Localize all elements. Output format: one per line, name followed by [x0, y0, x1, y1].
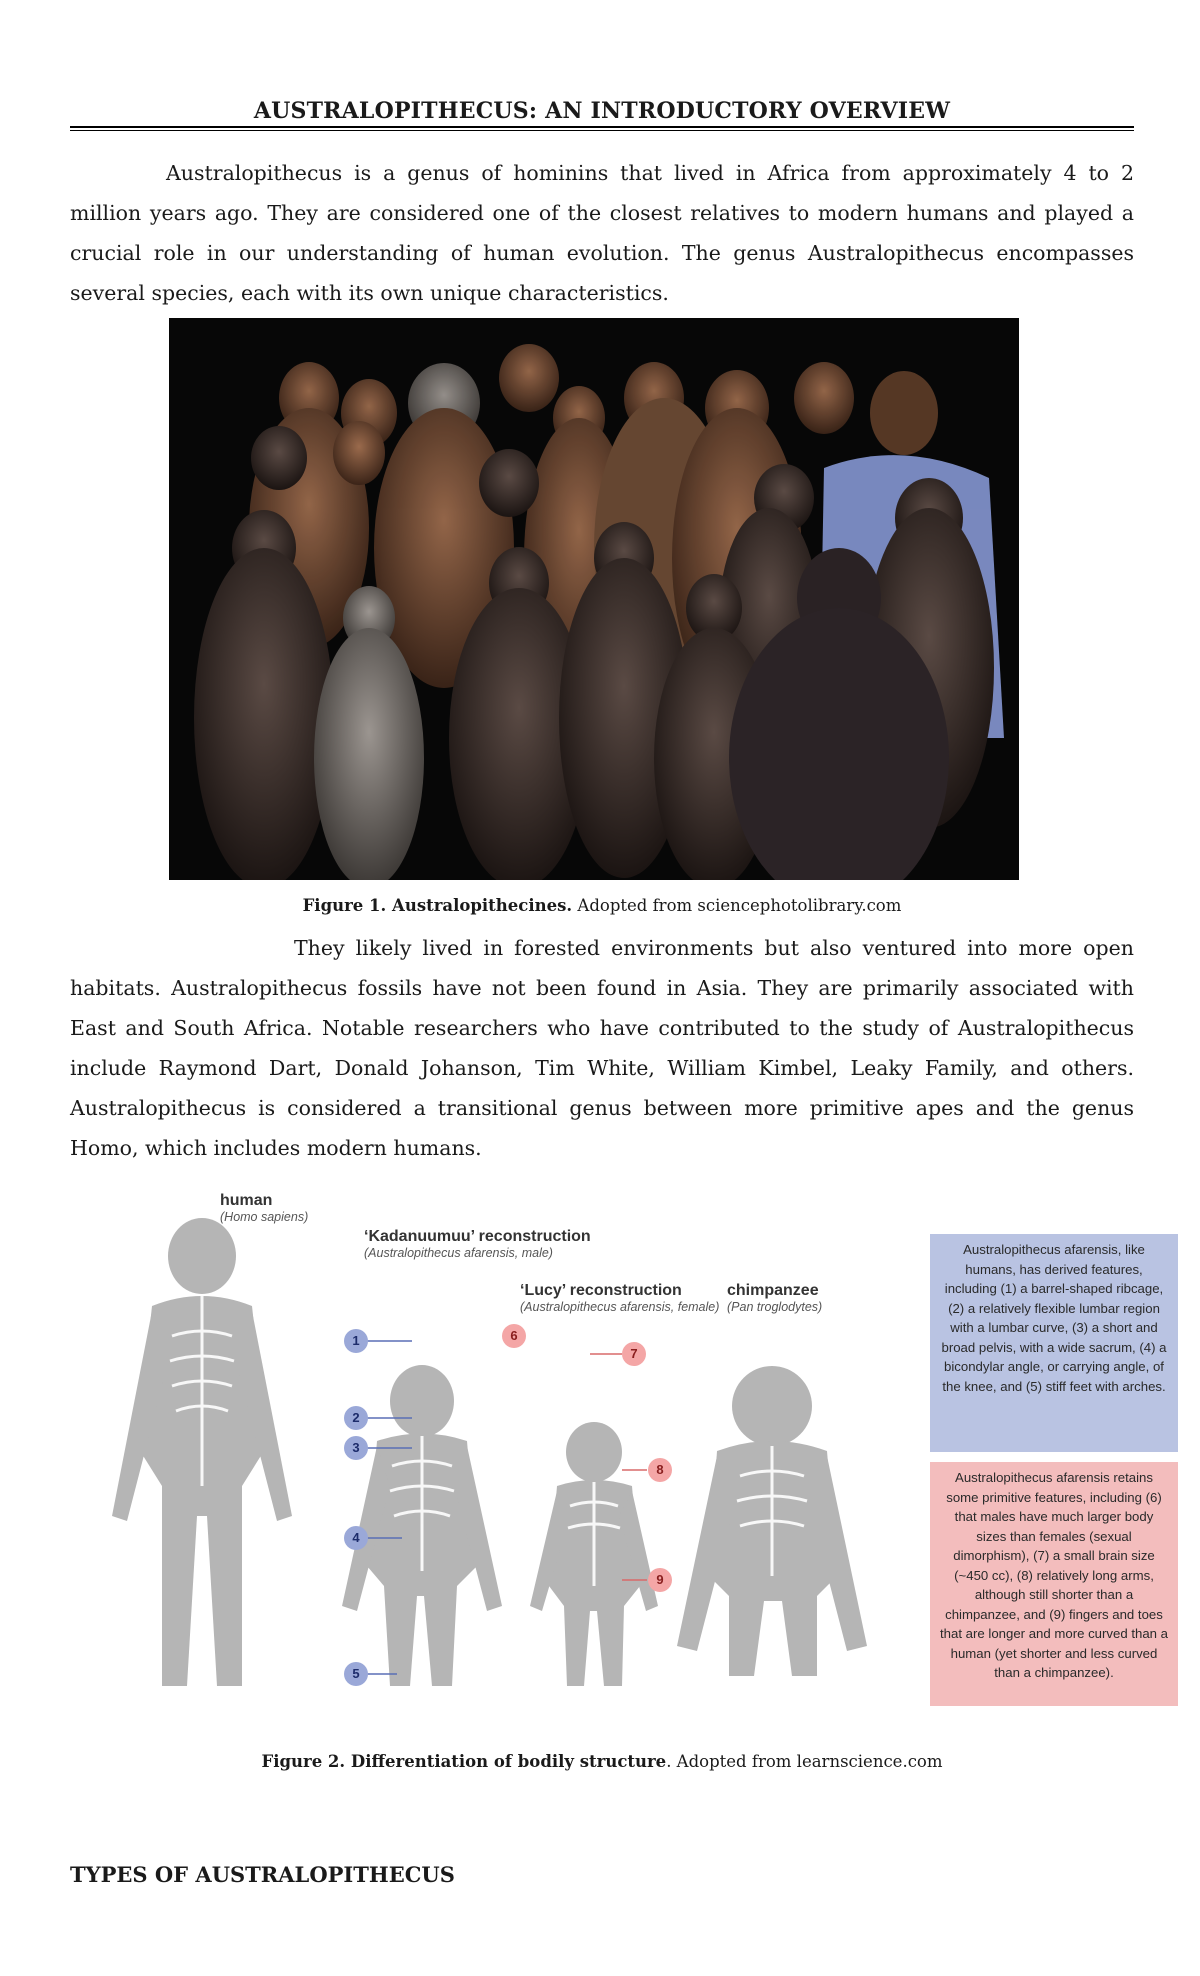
primitive-features-panel: Australopithecus afarensis retains some primitive features, including (6) that males have much larger body sizes than females (sexual dimorphism), (7) a small brain size (~450 cc), (8) relatively long arms, although still shorter than a chimpanzee, and (9) fingers and toes that are longer and more curved than a human (yet shorter and less curved than a chimpanzee). — [930, 1462, 1178, 1706]
figure-1-photo — [169, 318, 1019, 880]
label-chimpanzee: chimpanzee (Pan troglodytes) — [727, 1282, 823, 1314]
label-lucy: ‘Lucy’ reconstruction (Australopithecus afarensis, female) — [520, 1282, 720, 1314]
intro-paragraph: Australopithecus is a genus of hominins that lived in Africa from approximately 4 to 2 million years ago. They are considered one of the closest relatives to modern humans and played a crucial role in our understanding of human evolution. The genus Australopithecus encompasses several species, each with its own unique characteristics. — [70, 161, 1134, 305]
types-section-heading: TYPES OF AUSTRALOPITHECUS — [70, 1862, 455, 1887]
marker-4: 4 — [344, 1526, 368, 1550]
marker-5: 5 — [344, 1662, 368, 1686]
figure-1-caption — [70, 896, 1134, 915]
derived-features-panel: Australopithecus afarensis, like humans, has derived features, including (1) a barrel-shaped ribcage, (2) a relatively flexible lumbar region with a lumbar curve, (3) a short and broad pelvis, with a wide sacrum, (4) a bicondylar angle, or carrying angle, of the knee, and (5) stiff feet with arches. — [930, 1234, 1178, 1452]
figure-2-diagram — [92, 1186, 1200, 1716]
hominin-group-illustration — [169, 318, 1019, 880]
page-title: AUSTRALOPITHECUS: AN INTRODUCTORY OVERVIEW — [253, 98, 951, 124]
title-rule-thick — [70, 126, 1134, 128]
label-kadanuumuu: ‘Kadanuumuu’ reconstruction (Australopithecus afarensis, male) — [364, 1228, 591, 1260]
marker-7: 7 — [622, 1342, 646, 1366]
marker-2: 2 — [344, 1406, 368, 1430]
figure-1-caption-source: Adopted from sciencephotolibrary.com — [572, 896, 902, 915]
figure-2-caption-source: . Adopted from learnscience.com — [666, 1752, 943, 1771]
title-rule-thin — [70, 130, 1134, 131]
skeleton-comparison-illustration — [92, 1186, 922, 1706]
habitat-paragraph: They likely lived in forested environments but also ventured into more open habitats. Australopithecus fossils have not been found in Asia. They are primarily associated with East and South Africa. Notable researchers who have contributed to the study of Australopithecus include Raymond Dart, Donald Johanson, Tim White, William Kimbel, Leaky Family, and others. Australopithecus is considered a transitional genus between more primitive apes and the genus Homo, which includes modern humans. — [70, 936, 1134, 1160]
figure-2-caption — [70, 1752, 1134, 1771]
marker-6: 6 — [502, 1324, 526, 1348]
marker-9: 9 — [648, 1568, 672, 1592]
marker-8: 8 — [648, 1458, 672, 1482]
figure-1-caption-bold: Figure 1. Australopithecines. — [302, 896, 573, 915]
figure-2-caption-bold: Figure 2. Differentiation of bodily structure — [261, 1752, 667, 1771]
marker-3: 3 — [344, 1436, 368, 1460]
label-human: human (Homo sapiens) — [220, 1192, 309, 1224]
marker-1: 1 — [344, 1329, 368, 1353]
